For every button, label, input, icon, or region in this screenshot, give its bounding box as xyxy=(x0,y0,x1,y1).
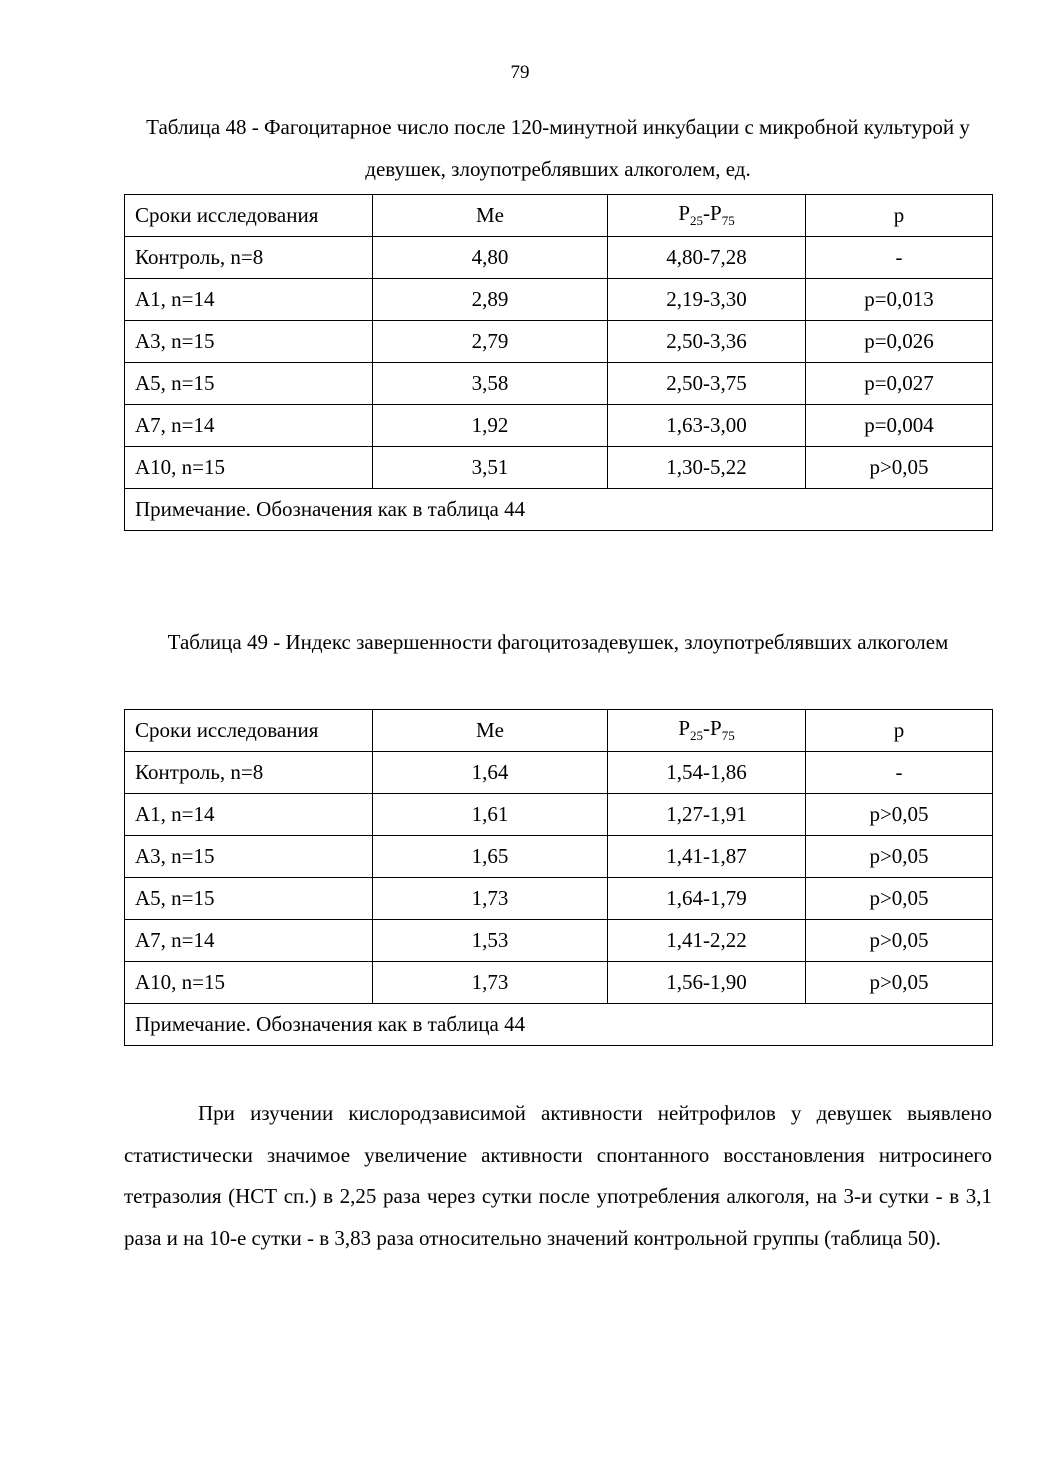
header-p25-subscript: 25 xyxy=(690,728,703,744)
cell-median: 4,80 xyxy=(373,237,608,279)
page-number: 79 xyxy=(510,62,530,83)
cell-p-value: p=0,013 xyxy=(806,279,993,321)
cell-median: 1,73 xyxy=(373,878,608,920)
table-row xyxy=(125,836,993,878)
table-note: Примечание. Обозначения как в таблица 44 xyxy=(125,1004,993,1046)
header-p-dash: -P xyxy=(703,201,722,226)
header-percentiles xyxy=(608,195,806,237)
header-p-value: p xyxy=(806,195,993,237)
table-row xyxy=(125,237,993,279)
header-p25-subscript: 25 xyxy=(690,213,703,229)
cell-median: 3,51 xyxy=(373,447,608,489)
cell-period: А7, n=14 xyxy=(125,405,373,447)
cell-median: 1,65 xyxy=(373,836,608,878)
cell-p-value: p>0,05 xyxy=(806,878,993,920)
table-row xyxy=(125,279,993,321)
cell-p-value: - xyxy=(806,237,993,279)
cell-percentiles: 4,80-7,28 xyxy=(608,237,806,279)
cell-period: А7, n=14 xyxy=(125,920,373,962)
cell-period: А1, n=14 xyxy=(125,794,373,836)
table-49-caption: Таблица 49 - Индекс завершенности фагоцитозадевушек, злоупотреблявших алкоголем xyxy=(167,630,949,654)
table-note-row xyxy=(125,489,993,531)
cell-p-value: p>0,05 xyxy=(806,920,993,962)
header-median: Me xyxy=(373,195,608,237)
cell-p-value: p=0,004 xyxy=(806,405,993,447)
table-48 xyxy=(124,194,993,531)
table-49 xyxy=(124,709,993,1046)
cell-period: А1, n=14 xyxy=(125,279,373,321)
cell-median: 1,92 xyxy=(373,405,608,447)
table-row xyxy=(125,794,993,836)
cell-p-value: p>0,05 xyxy=(806,836,993,878)
table-48-caption: Таблица 48 - Фагоцитарное число после 120-минутной инкубации с микробной культурой у девушек, злоупотреблявших алкоголем, ед. xyxy=(146,115,970,181)
cell-median: 2,89 xyxy=(373,279,608,321)
cell-median: 2,79 xyxy=(373,321,608,363)
cell-period: А10, n=15 xyxy=(125,447,373,489)
table-row xyxy=(125,920,993,962)
header-percentiles xyxy=(608,710,806,752)
cell-median: 1,61 xyxy=(373,794,608,836)
table-row xyxy=(125,405,993,447)
cell-period: А5, n=15 xyxy=(125,363,373,405)
cell-period: А3, n=15 xyxy=(125,321,373,363)
cell-p-value: p=0,026 xyxy=(806,321,993,363)
cell-p-value: p>0,05 xyxy=(806,447,993,489)
header-p-letter: P xyxy=(678,716,690,741)
header-p75-subscript: 75 xyxy=(721,213,735,229)
header-median: Me xyxy=(373,710,608,752)
cell-percentiles: 2,50-3,75 xyxy=(608,363,806,405)
cell-p-value: p>0,05 xyxy=(806,794,993,836)
table-row xyxy=(125,962,993,1004)
cell-median: 1,73 xyxy=(373,962,608,1004)
table-row xyxy=(125,752,993,794)
cell-period: А3, n=15 xyxy=(125,836,373,878)
body-paragraph: При изучении кислородзависимой активности нейтрофилов у девушек выявлено статистически значимое увеличение активности спонтанного восстановления нитросинего тетразолия (НСТ сп.) в 2,25 раза через сутки после употребления алкоголя, на 3-и сутки - в 3,1 раза и на 10-е сутки - в 3,83 раза относительно значений контрольной группы (таблица 50). xyxy=(124,1101,992,1250)
cell-percentiles: 1,63-3,00 xyxy=(608,405,806,447)
cell-percentiles: 1,54-1,86 xyxy=(608,752,806,794)
header-p-dash: -P xyxy=(703,716,722,741)
header-period: Сроки исследования xyxy=(125,710,373,752)
cell-period: Контроль, n=8 xyxy=(125,752,373,794)
cell-period: А10, n=15 xyxy=(125,962,373,1004)
cell-percentiles: 1,30-5,22 xyxy=(608,447,806,489)
cell-p-value: - xyxy=(806,752,993,794)
table-row xyxy=(125,321,993,363)
cell-percentiles: 2,50-3,36 xyxy=(608,321,806,363)
cell-percentiles: 2,19-3,30 xyxy=(608,279,806,321)
table-note-row xyxy=(125,1004,993,1046)
header-period: Сроки исследования xyxy=(125,195,373,237)
cell-percentiles: 1,64-1,79 xyxy=(608,878,806,920)
cell-median: 3,58 xyxy=(373,363,608,405)
table-row xyxy=(125,878,993,920)
cell-period: А5, n=15 xyxy=(125,878,373,920)
cell-period: Контроль, n=8 xyxy=(125,237,373,279)
header-p75-subscript: 75 xyxy=(721,728,735,744)
cell-percentiles: 1,56-1,90 xyxy=(608,962,806,1004)
cell-percentiles: 1,41-1,87 xyxy=(608,836,806,878)
header-p-value: p xyxy=(806,710,993,752)
cell-median: 1,64 xyxy=(373,752,608,794)
cell-percentiles: 1,41-2,22 xyxy=(608,920,806,962)
table-header-row xyxy=(125,195,993,237)
table-note: Примечание. Обозначения как в таблица 44 xyxy=(125,489,993,531)
table-header-row xyxy=(125,710,993,752)
table-row xyxy=(125,447,993,489)
cell-median: 1,53 xyxy=(373,920,608,962)
cell-p-value: p=0,027 xyxy=(806,363,993,405)
cell-percentiles: 1,27-1,91 xyxy=(608,794,806,836)
header-p-letter: P xyxy=(678,201,690,226)
table-row xyxy=(125,363,993,405)
cell-p-value: p>0,05 xyxy=(806,962,993,1004)
